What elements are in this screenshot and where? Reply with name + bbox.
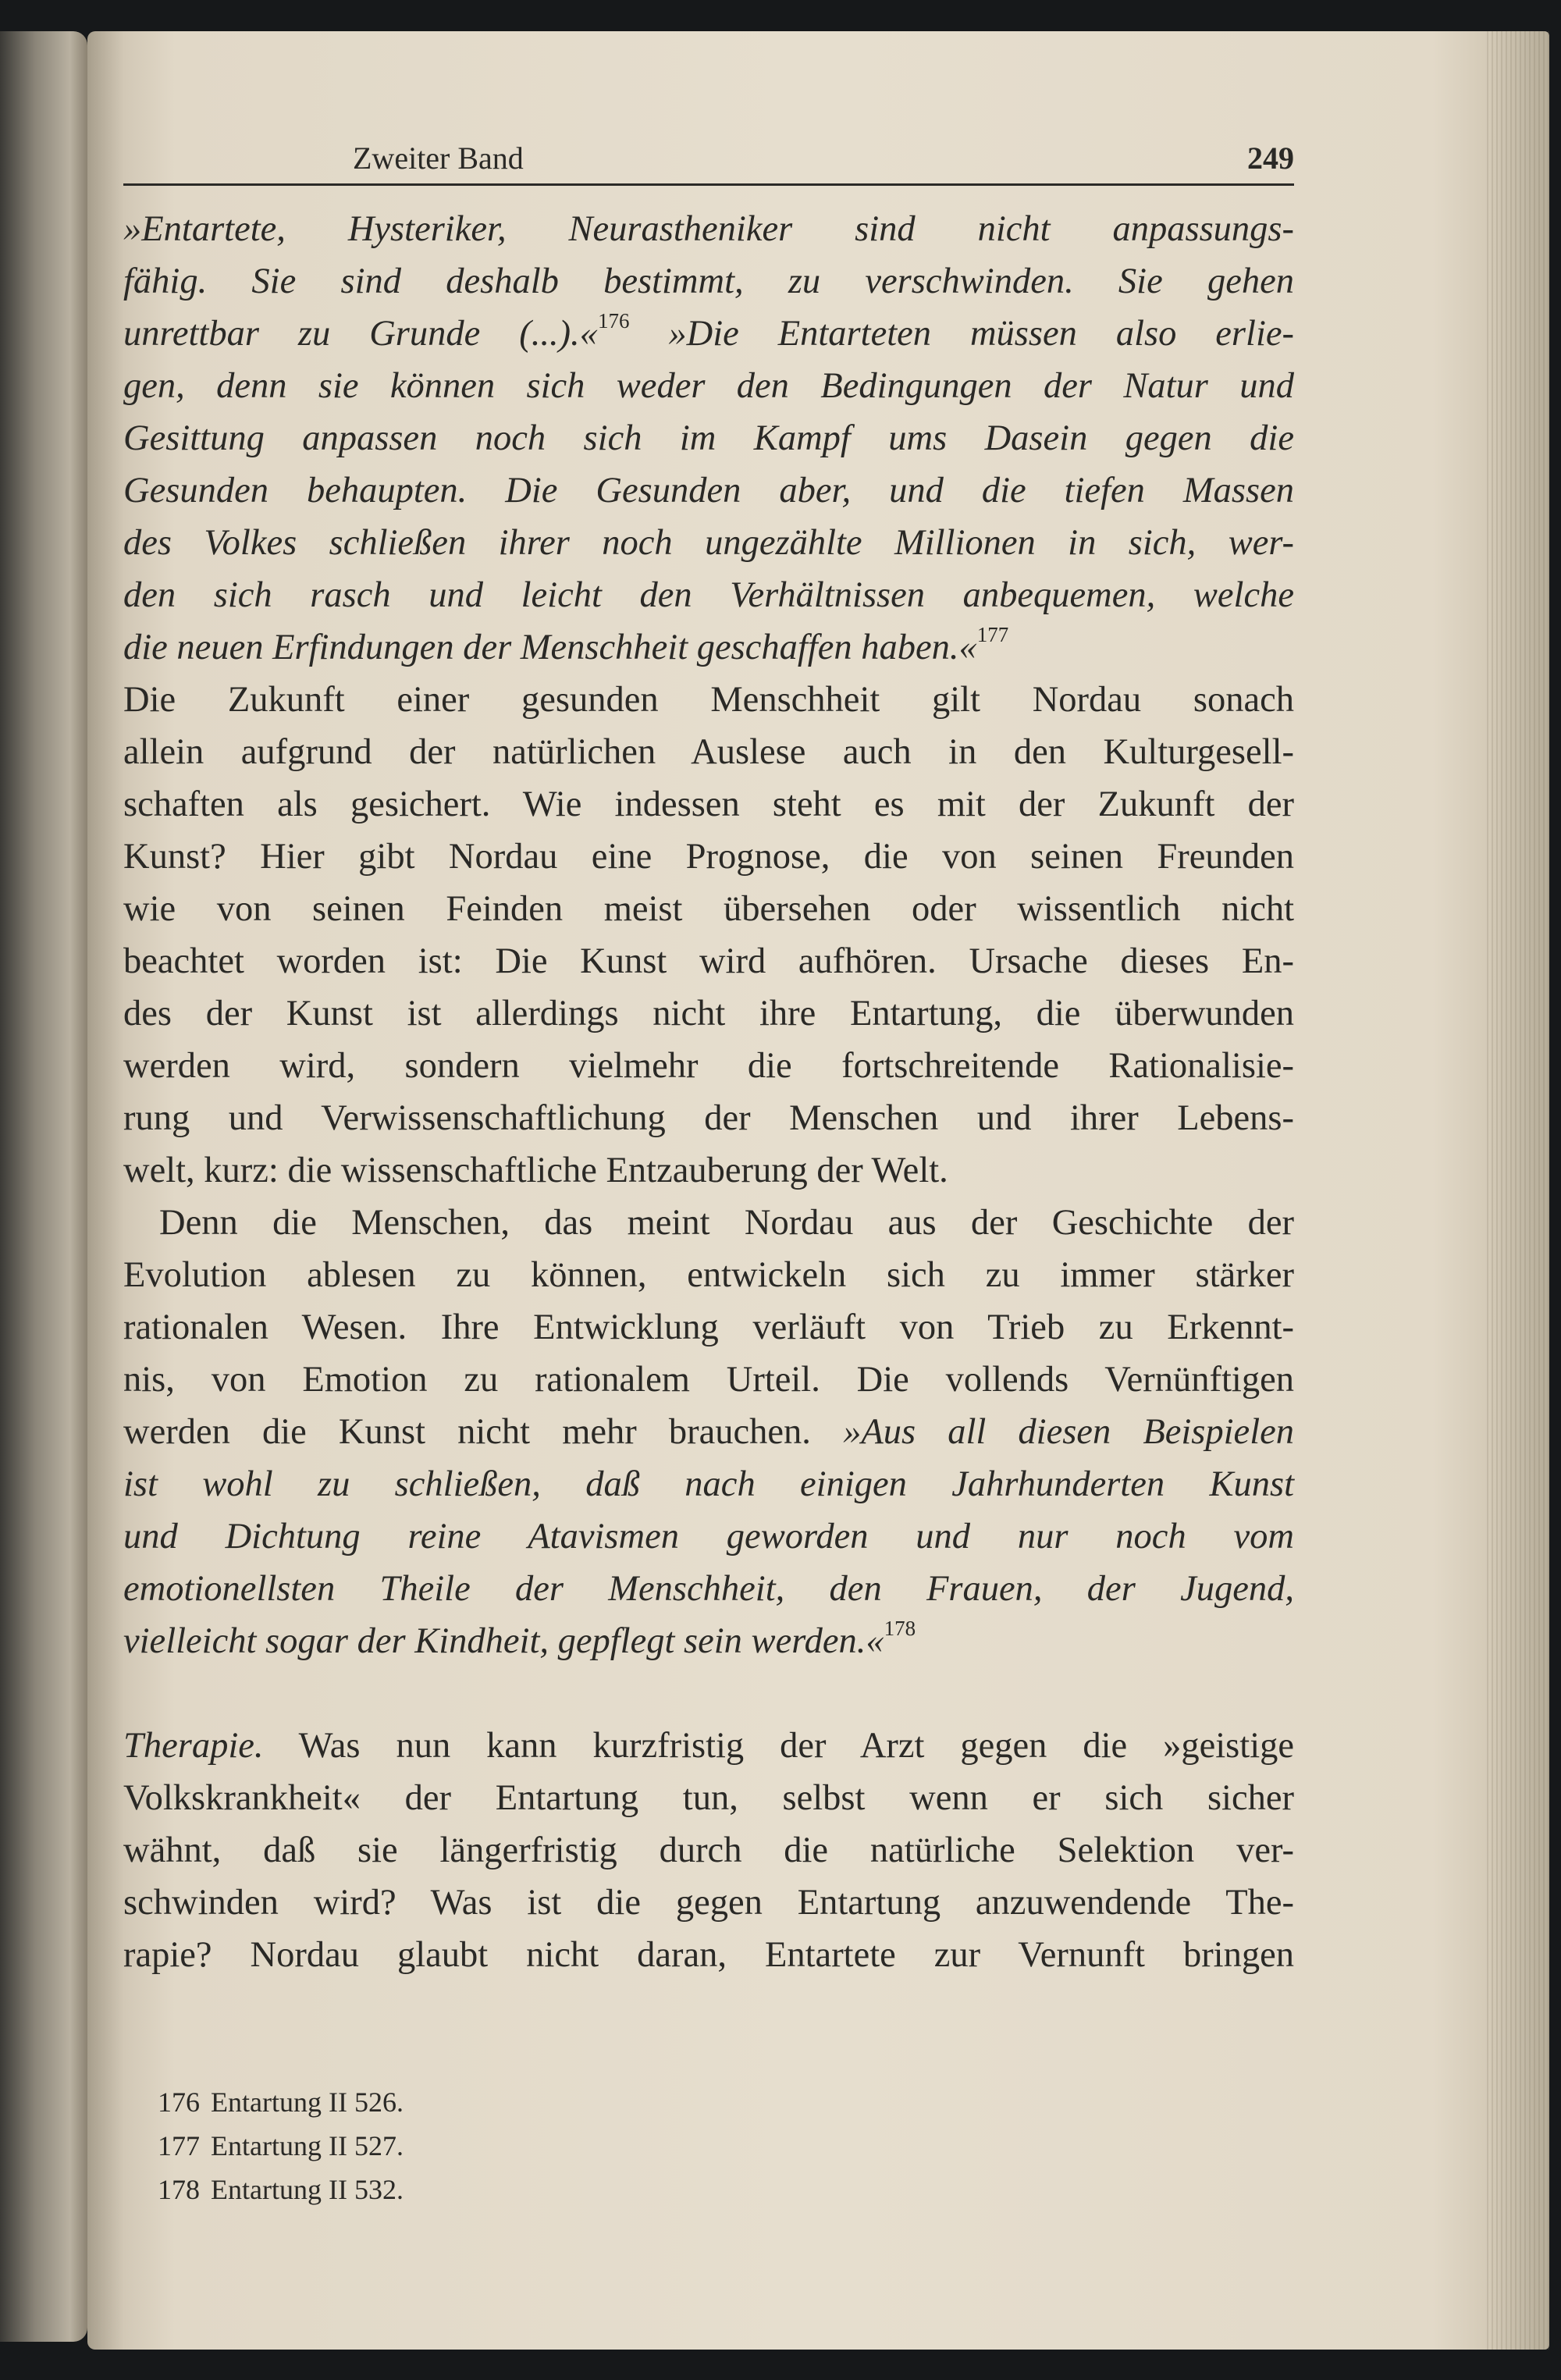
text-line bbox=[123, 569, 1294, 621]
body-text bbox=[123, 203, 1294, 1981]
text-run: »Entartete, Hysteriker, Neurastheniker sind nicht anpassungs- bbox=[123, 209, 1294, 249]
footnote-number: 178 bbox=[158, 2174, 200, 2205]
text-line bbox=[123, 1929, 1294, 1981]
text-line bbox=[123, 674, 1294, 726]
text-line bbox=[123, 464, 1294, 517]
text-run: Denn die Menschen, das meint Nordau aus der Geschichte der bbox=[159, 1203, 1294, 1243]
text-line bbox=[123, 308, 1294, 360]
footnote-ref: 177 bbox=[976, 623, 1009, 646]
text-run: allein aufgrund der natürlichen Auslese auch in den Kulturgesell- bbox=[123, 732, 1294, 772]
text-run: des Volkes schließen ihrer noch ungezählte Millionen in sich, wer- bbox=[123, 523, 1294, 563]
text-line bbox=[123, 987, 1294, 1040]
text-run: Therapie. bbox=[123, 1726, 264, 1766]
text-line bbox=[123, 1772, 1294, 1824]
text-line bbox=[123, 255, 1294, 308]
text-line bbox=[123, 203, 1294, 255]
text-line bbox=[123, 412, 1294, 464]
section-gap bbox=[123, 1667, 1294, 1720]
footnote-text: Entartung II 532. bbox=[211, 2174, 404, 2205]
footnote bbox=[158, 2080, 404, 2124]
text-run: Kunst? Hier gibt Nordau eine Prognose, die von seinen Freunden bbox=[123, 837, 1294, 877]
text-run: welt, kurz: die wissenschaftliche Entzauberung der Welt. bbox=[123, 1151, 948, 1190]
text-run: nis, von Emotion zu rationalem Urteil. Die vollends Vernünftigen bbox=[123, 1360, 1294, 1400]
text-run: und Dichtung reine Atavismen geworden und nur noch vom bbox=[123, 1517, 1294, 1556]
text-run: werden wird, sondern vielmehr die fortschreitende Rationalisie- bbox=[123, 1046, 1294, 1086]
text-line bbox=[123, 1824, 1294, 1877]
text-line bbox=[123, 1040, 1294, 1092]
text-run: gen, denn sie können sich weder den Bedingungen der Natur und bbox=[123, 366, 1294, 406]
text-run: unrettbar zu Grunde (...).« bbox=[123, 314, 598, 354]
text-line bbox=[123, 517, 1294, 569]
previous-page-edge bbox=[0, 31, 87, 2342]
text-line bbox=[123, 1510, 1294, 1563]
footnote-text: Entartung II 527. bbox=[211, 2130, 404, 2161]
text-run: schwinden wird? Was ist die gegen Entartung anzuwendende The- bbox=[123, 1883, 1294, 1923]
page-header bbox=[123, 139, 1294, 186]
text-line bbox=[123, 621, 1294, 674]
footnotes bbox=[158, 2080, 404, 2211]
text-line bbox=[123, 1197, 1294, 1249]
text-run: »Die Entarteten müssen also erlie- bbox=[629, 314, 1294, 354]
text-line bbox=[123, 1563, 1294, 1615]
text-run: die neuen Erfindungen der Menschheit geschaffen haben.« bbox=[123, 628, 977, 667]
footnote-text: Entartung II 526. bbox=[211, 2087, 404, 2118]
text-run: wähnt, daß sie längerfristig durch die natürliche Selektion ver- bbox=[123, 1830, 1294, 1870]
text-line bbox=[123, 1406, 1294, 1458]
text-line bbox=[123, 883, 1294, 935]
text-line bbox=[123, 935, 1294, 987]
text-run: »Aus all diesen Beispielen bbox=[843, 1412, 1294, 1452]
text-run: vielleicht sogar der Kindheit, gepflegt sein werden.« bbox=[123, 1621, 884, 1661]
text-line bbox=[123, 1877, 1294, 1929]
text-line bbox=[123, 1092, 1294, 1144]
text-line bbox=[123, 1458, 1294, 1510]
book-page bbox=[87, 31, 1549, 2350]
text-line bbox=[123, 778, 1294, 831]
text-run: den sich rasch und leicht den Verhältnissen anbequemen, welche bbox=[123, 575, 1294, 615]
text-line bbox=[123, 360, 1294, 412]
text-run: rapie? Nordau glaubt nicht daran, Entartete zur Vernunft bringen bbox=[123, 1935, 1294, 1975]
text-line bbox=[123, 831, 1294, 883]
footnote-number: 177 bbox=[158, 2130, 200, 2161]
text-run: des der Kunst ist allerdings nicht ihre Entartung, die überwunden bbox=[123, 994, 1294, 1033]
text-run: fähig. Sie sind deshalb bestimmt, zu verschwinden. Sie gehen bbox=[123, 261, 1294, 301]
text-run: Evolution ablesen zu können, entwickeln sich zu immer stärker bbox=[123, 1255, 1294, 1295]
footnote bbox=[158, 2168, 404, 2211]
text-line bbox=[123, 1301, 1294, 1354]
text-run: rung und Verwissenschaftlichung der Menschen und ihrer Lebens- bbox=[123, 1098, 1294, 1138]
text-run: schaften als gesichert. Wie indessen steht es mit der Zukunft der bbox=[123, 784, 1294, 824]
text-line bbox=[123, 1249, 1294, 1301]
footnote-ref: 176 bbox=[597, 309, 630, 333]
text-run: Die Zukunft einer gesunden Menschheit gilt Nordau sonach bbox=[123, 680, 1294, 720]
footnote-ref: 178 bbox=[884, 1617, 916, 1640]
running-head: Zweiter Band bbox=[353, 141, 524, 176]
page-edge-stack bbox=[1487, 31, 1549, 2350]
text-run: wie von seinen Feinden meist übersehen oder wissentlich nicht bbox=[123, 889, 1294, 929]
text-line bbox=[123, 726, 1294, 778]
text-line bbox=[123, 1720, 1294, 1772]
text-run: werden die Kunst nicht mehr brauchen. bbox=[123, 1412, 844, 1452]
footnote-number: 176 bbox=[158, 2087, 200, 2118]
text-run: Was nun kann kurzfristig der Arzt gegen die »geistige bbox=[263, 1726, 1294, 1766]
page-number: 249 bbox=[1247, 141, 1294, 176]
text-run: Gesunden behaupten. Die Gesunden aber, und die tiefen Massen bbox=[123, 471, 1294, 511]
text-run: emotionellsten Theile der Menschheit, den Frauen, der Jugend, bbox=[123, 1569, 1294, 1609]
text-run: rationalen Wesen. Ihre Entwicklung verläuft von Trieb zu Erkennt- bbox=[123, 1307, 1294, 1347]
text-line bbox=[123, 1354, 1294, 1406]
footnote bbox=[158, 2124, 404, 2168]
text-line bbox=[123, 1144, 1294, 1197]
text-run: ist wohl zu schließen, daß nach einigen Jahrhunderten Kunst bbox=[123, 1464, 1294, 1504]
text-run: beachtet worden ist: Die Kunst wird aufhören. Ursache dieses En- bbox=[123, 941, 1294, 981]
text-run: Volkskrankheit« der Entartung tun, selbst wenn er sich sicher bbox=[123, 1778, 1294, 1818]
text-line bbox=[123, 1615, 1294, 1667]
text-run: Gesittung anpassen noch sich im Kampf ums Dasein gegen die bbox=[123, 418, 1294, 458]
